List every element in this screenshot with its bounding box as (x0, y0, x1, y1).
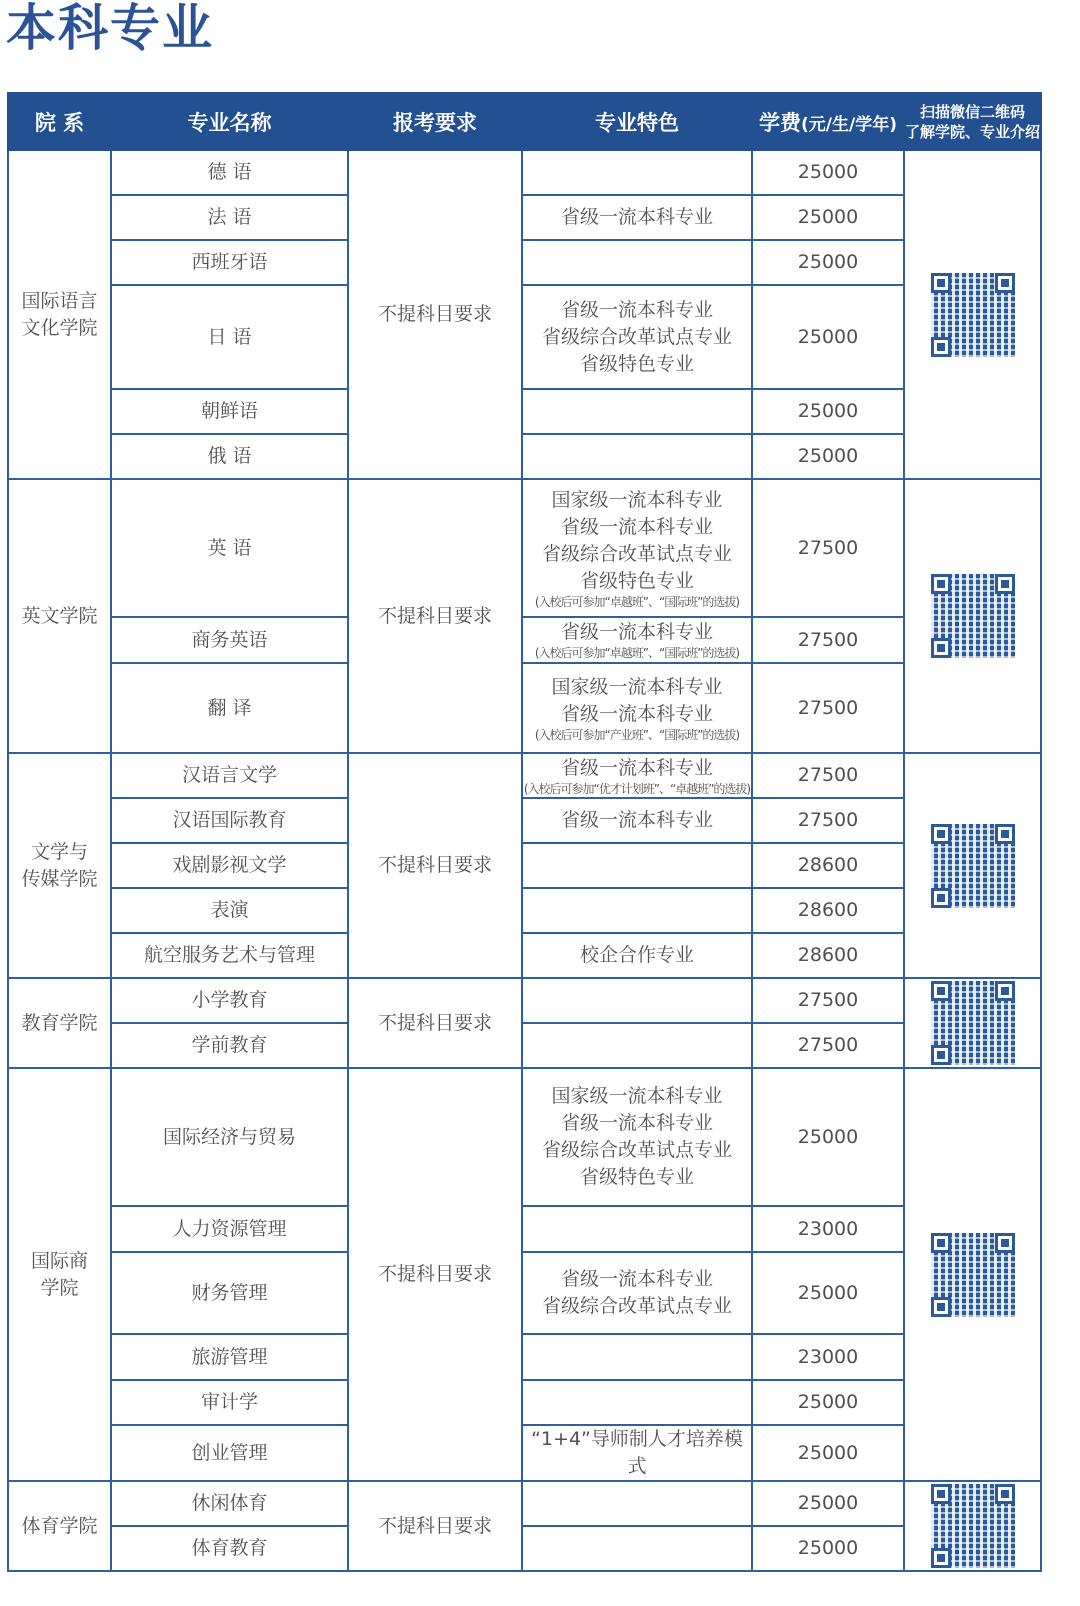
qr-finder-icon (931, 1297, 951, 1317)
requirement-cell: 不提科目要求 (348, 479, 522, 753)
tuition-fee: 25000 (752, 1252, 904, 1334)
feature-line: 省级一流本科专业 (560, 515, 713, 538)
table-row (8, 888, 1041, 933)
qr-finder-icon (995, 273, 1015, 293)
table-row (8, 195, 1041, 240)
major-name: 旅游管理 (111, 1334, 348, 1380)
qr-code-icon[interactable] (931, 1484, 1015, 1568)
major-name: 俄 语 (111, 434, 348, 479)
features-cell (522, 389, 752, 434)
tuition-fee: 25000 (752, 389, 904, 434)
features-cell (522, 1252, 752, 1334)
table-row (8, 434, 1041, 479)
feature-line: 省级一流本科专业 (560, 702, 713, 725)
tuition-fee: 25000 (752, 150, 904, 195)
dept-cell (8, 1068, 111, 1481)
qr-finder-icon (931, 638, 951, 658)
qr-finder-icon (931, 1233, 951, 1253)
features-cell (522, 1334, 752, 1380)
qr-cell (904, 978, 1041, 1068)
header-fee-main: 学费 (759, 110, 802, 135)
feature-line: 省级一流本科专业 (560, 621, 713, 643)
table-row (8, 933, 1041, 978)
major-name: 审计学 (111, 1380, 348, 1425)
tuition-fee: 28600 (752, 888, 904, 933)
major-name: 法 语 (111, 195, 348, 240)
table-header-row (8, 93, 1041, 150)
requirement-cell: 不提科目要求 (348, 150, 522, 479)
dept-cell (8, 1481, 111, 1571)
tuition-fee: 27500 (752, 753, 904, 798)
features-cell (522, 285, 752, 389)
tuition-fee: 25000 (752, 1481, 904, 1526)
table-row (8, 240, 1041, 285)
header-dept: 院 系 (8, 93, 111, 150)
table-row (8, 798, 1041, 843)
major-name: 人力资源管理 (111, 1206, 348, 1252)
qr-finder-icon (995, 574, 1015, 594)
qr-code-icon[interactable] (931, 273, 1015, 357)
qr-cell (904, 479, 1041, 753)
table-row (8, 1252, 1041, 1334)
major-name: 航空服务艺术与管理 (111, 933, 348, 978)
table-row (8, 753, 1041, 798)
dept-name-line1: 英文学院 (21, 604, 98, 627)
tuition-fee: 27500 (752, 617, 904, 663)
major-name: 创业管理 (111, 1425, 348, 1481)
qr-finder-icon (931, 888, 951, 908)
features-cell (522, 1526, 752, 1571)
dept-cell (8, 150, 111, 479)
dept-name-line2: 学院 (40, 1276, 79, 1299)
major-name: 学前教育 (111, 1023, 348, 1068)
major-name: 德 语 (111, 150, 348, 195)
qr-cell (904, 150, 1041, 479)
requirement-cell: 不提科目要求 (348, 1481, 522, 1571)
major-name: 戏剧影视文学 (111, 843, 348, 888)
table-row (8, 479, 1041, 617)
major-name: 汉语国际教育 (111, 798, 348, 843)
features-cell (522, 1481, 752, 1526)
dept-name-line2: 传媒学院 (21, 867, 98, 890)
qr-finder-icon (931, 981, 951, 1001)
qr-finder-icon (931, 1045, 951, 1065)
major-name: 英 语 (111, 479, 348, 617)
feature-line: 省级一流本科专业 (560, 206, 713, 228)
feature-line: 校企合作专业 (579, 944, 694, 966)
features-cell (522, 933, 752, 978)
qr-finder-icon (931, 1484, 951, 1504)
qr-cell (904, 1481, 1041, 1571)
requirement-cell: 不提科目要求 (348, 753, 522, 978)
features-cell (522, 1068, 752, 1206)
header-qr (904, 93, 1041, 150)
feature-line: 省级一流本科专业 (560, 1112, 713, 1134)
dept-cell (8, 978, 111, 1068)
features-cell (522, 753, 752, 798)
requirement-cell: 不提科目要求 (348, 1068, 522, 1481)
table-row (8, 617, 1041, 663)
tuition-fee: 27500 (752, 1023, 904, 1068)
feature-note: (入校后可参加“优才计划班”、“卓越班”的选拔) (523, 781, 751, 796)
qr-code-icon[interactable] (931, 824, 1015, 908)
qr-finder-icon (931, 273, 951, 293)
tuition-fee: 25000 (752, 1068, 904, 1206)
major-name: 国际经济与贸易 (111, 1068, 348, 1206)
major-name: 小学教育 (111, 978, 348, 1023)
dept-name-line1: 国际商 (30, 1249, 88, 1272)
table-row (8, 1023, 1041, 1068)
features-cell (522, 1425, 752, 1481)
feature-line: 省级特色专业 (579, 352, 694, 375)
requirement-cell: 不提科目要求 (348, 978, 522, 1068)
tuition-fee: 25000 (752, 1380, 904, 1425)
qr-cell (904, 753, 1041, 978)
dept-name-line1: 文学与 (30, 840, 88, 863)
features-cell (522, 240, 752, 285)
major-name: 商务英语 (111, 617, 348, 663)
feature-line: 省级特色专业 (579, 569, 694, 592)
table-row (8, 663, 1041, 753)
table-row (8, 1206, 1041, 1252)
feature-line: 省级综合改革试点专业 (541, 1295, 732, 1317)
features-cell (522, 479, 752, 617)
feature-note: (入校后可参加“卓越班”、“国际班”的选拔) (534, 594, 740, 609)
feature-line: 省级综合改革试点专业 (541, 1139, 732, 1161)
feature-line: 省级一流本科专业 (560, 756, 713, 779)
features-cell (522, 663, 752, 753)
header-fee-unit: (元/生/学年) (801, 114, 897, 135)
table-row (8, 1481, 1041, 1526)
table-row (8, 843, 1041, 888)
tuition-fee: 27500 (752, 798, 904, 843)
features-cell (522, 150, 752, 195)
header-features: 专业特色 (522, 93, 752, 150)
feature-line: 国家级一流本科专业 (551, 1085, 723, 1107)
table-row (8, 1526, 1041, 1571)
feature-line: 国家级一流本科专业 (551, 675, 723, 698)
features-cell (522, 1206, 752, 1252)
tuition-fee: 28600 (752, 843, 904, 888)
dept-name-line1: 教育学院 (21, 1011, 98, 1034)
feature-note: (入校后可参加“产业班”、“国际班”的选拔) (534, 727, 740, 742)
qr-code-icon[interactable] (931, 1233, 1015, 1317)
table-row (8, 389, 1041, 434)
major-name: 汉语言文学 (111, 753, 348, 798)
features-cell (522, 888, 752, 933)
table-row (8, 285, 1041, 389)
major-name: 日 语 (111, 285, 348, 389)
header-qr-line2: 了解学院、专业介绍 (905, 122, 1041, 141)
dept-name-line2: 文化学院 (21, 316, 98, 339)
qr-code-icon[interactable] (931, 981, 1015, 1065)
feature-note: (入校后可参加“卓越班”、“国际班”的选拔) (534, 646, 740, 660)
tuition-fee: 25000 (752, 195, 904, 240)
tuition-fee: 23000 (752, 1206, 904, 1252)
feature-line: 省级一流本科专业 (560, 298, 713, 321)
features-cell (522, 617, 752, 663)
features-cell (522, 434, 752, 479)
tuition-fee: 23000 (752, 1334, 904, 1380)
qr-code-icon[interactable] (931, 574, 1015, 658)
header-qr-line1: 扫描微信二维码 (919, 102, 1025, 121)
tuition-fee: 27500 (752, 978, 904, 1023)
dept-cell (8, 479, 111, 753)
table-body (8, 150, 1041, 1571)
features-cell (522, 798, 752, 843)
major-name: 翻 译 (111, 663, 348, 753)
table-row (8, 1425, 1041, 1481)
qr-finder-icon (931, 574, 951, 594)
feature-line: 省级综合改革试点专业 (541, 325, 732, 348)
table-row (8, 1334, 1041, 1380)
dept-name-line1: 国际语言 (21, 289, 98, 312)
feature-line: “1+4”导师制人才培养模式 (531, 1428, 743, 1477)
qr-cell (904, 1068, 1041, 1481)
features-cell (522, 1380, 752, 1425)
feature-line: 省级一流本科专业 (560, 809, 713, 831)
qr-finder-icon (995, 1233, 1015, 1253)
features-cell (522, 195, 752, 240)
dept-name-line1: 体育学院 (21, 1514, 98, 1537)
tuition-fee: 27500 (752, 663, 904, 753)
qr-finder-icon (995, 981, 1015, 1001)
qr-finder-icon (995, 1484, 1015, 1504)
major-name: 西班牙语 (111, 240, 348, 285)
tuition-fee: 25000 (752, 434, 904, 479)
header-requirement: 报考要求 (348, 93, 522, 150)
major-name: 财务管理 (111, 1252, 348, 1334)
features-cell (522, 843, 752, 888)
table-row (8, 1068, 1041, 1206)
qr-finder-icon (931, 824, 951, 844)
major-name: 体育教育 (111, 1526, 348, 1571)
feature-line: 省级一流本科专业 (560, 1268, 713, 1290)
page-title: 本科专业 (6, 0, 214, 57)
tuition-fee: 25000 (752, 1425, 904, 1481)
dept-cell (8, 753, 111, 978)
header-fee (752, 93, 904, 150)
table-row (8, 1380, 1041, 1425)
header-major: 专业名称 (111, 93, 348, 150)
features-cell (522, 1023, 752, 1068)
tuition-fee: 25000 (752, 1526, 904, 1571)
qr-finder-icon (931, 337, 951, 357)
qr-finder-icon (931, 1548, 951, 1568)
qr-finder-icon (995, 824, 1015, 844)
table-row (8, 150, 1041, 195)
majors-table (7, 92, 1042, 1572)
major-name: 休闲体育 (111, 1481, 348, 1526)
tuition-fee: 25000 (752, 285, 904, 389)
major-name: 朝鲜语 (111, 389, 348, 434)
tuition-fee: 27500 (752, 479, 904, 617)
feature-line: 省级特色专业 (579, 1166, 694, 1188)
major-name: 表演 (111, 888, 348, 933)
table-row (8, 978, 1041, 1023)
feature-line: 国家级一流本科专业 (551, 488, 723, 511)
tuition-fee: 25000 (752, 240, 904, 285)
tuition-fee: 28600 (752, 933, 904, 978)
feature-line: 省级综合改革试点专业 (541, 542, 732, 565)
features-cell (522, 978, 752, 1023)
